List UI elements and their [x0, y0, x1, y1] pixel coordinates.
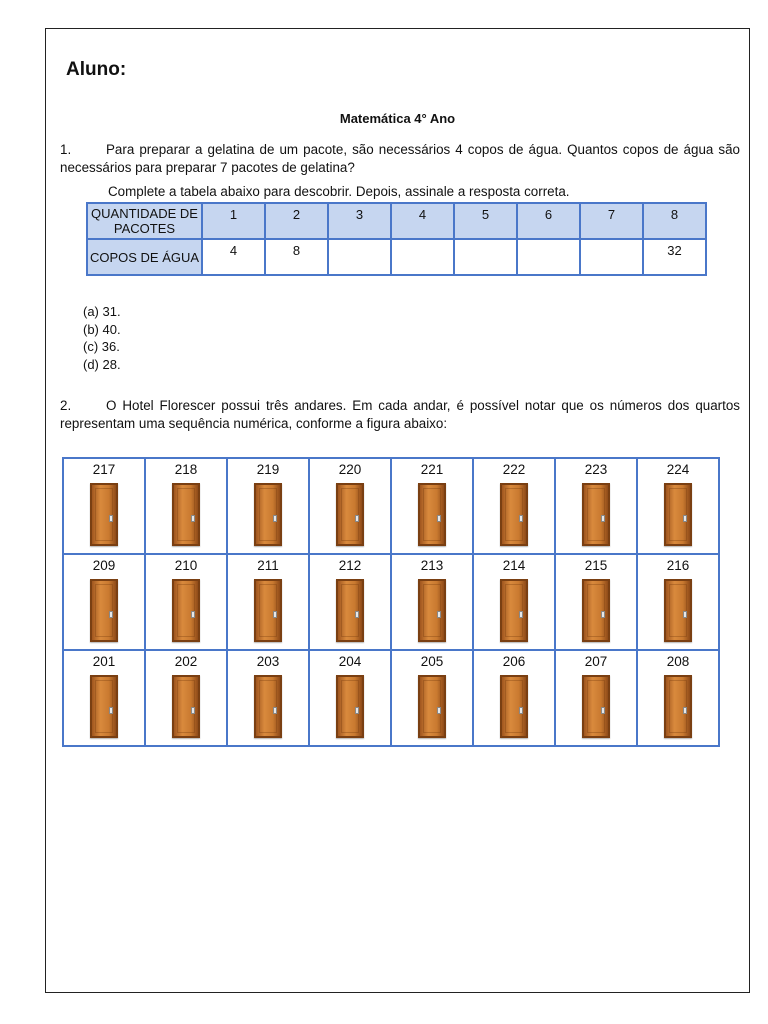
row-header-packets: QUANTIDADE DE PACOTES: [87, 203, 202, 239]
door-knob: [437, 707, 441, 714]
floor-row: [63, 458, 719, 554]
room-cell: [309, 650, 391, 746]
room-cell: [63, 458, 145, 554]
room-cell: [473, 554, 555, 650]
room-cell: [309, 458, 391, 554]
room-cell: [555, 650, 637, 746]
door-icon: [172, 579, 200, 642]
packets-cell: 8: [643, 203, 706, 239]
door-knob: [355, 707, 359, 714]
student-label: Aluno:: [66, 59, 127, 80]
door-icon: [664, 675, 692, 738]
door-icon: [664, 483, 692, 546]
door-icon: [336, 675, 364, 738]
door-icon: [500, 675, 528, 738]
room-cell: [145, 554, 227, 650]
door-knob: [109, 707, 113, 714]
room-number: 203: [256, 654, 280, 669]
room-cell: [227, 650, 309, 746]
door-knob: [601, 707, 605, 714]
room-cell: [473, 650, 555, 746]
door-icon: [90, 675, 118, 738]
door-knob: [273, 515, 277, 522]
question-2: [60, 397, 740, 433]
room-cell: [637, 458, 719, 554]
room-number: 213: [420, 558, 444, 573]
packets-cell: 7: [580, 203, 643, 239]
question-1: [60, 141, 740, 177]
packets-cell: 2: [265, 203, 328, 239]
question-2-text: O Hotel Florescer possui três andares. Em cada andar, é possível notar que os números dos quartos representam uma sequência numérica, conforme a figura abaixo:: [60, 398, 740, 431]
door-knob: [355, 515, 359, 522]
packets-cell: 5: [454, 203, 517, 239]
door-knob: [519, 611, 523, 618]
room-cell: [227, 458, 309, 554]
door-icon: [664, 579, 692, 642]
door-knob: [683, 611, 687, 618]
door-icon: [336, 579, 364, 642]
room-cell: [309, 554, 391, 650]
room-number: 210: [174, 558, 198, 573]
water-cell-blank[interactable]: [517, 239, 580, 275]
door-knob: [519, 707, 523, 714]
water-cell-blank[interactable]: [328, 239, 391, 275]
room-number: 211: [257, 558, 279, 573]
door-icon: [254, 579, 282, 642]
room-number: 220: [338, 462, 362, 477]
option-c[interactable]: (c) 36.: [83, 339, 120, 354]
room-number: 209: [92, 558, 116, 573]
room-cell: [391, 458, 473, 554]
room-number: 206: [502, 654, 526, 669]
door-knob: [437, 611, 441, 618]
room-number: 201: [92, 654, 116, 669]
option-d[interactable]: (d) 28.: [83, 356, 121, 372]
room-number: 218: [174, 462, 198, 477]
question-1-text: Para preparar a gelatina de um pacote, são necessários 4 copos de água. Quantos copos de água são necessários para preparar 7 pacotes de gelatina?: [60, 142, 740, 175]
door-knob: [109, 611, 113, 618]
door-knob: [601, 611, 605, 618]
door-icon: [500, 579, 528, 642]
room-cell: [145, 650, 227, 746]
room-number: 216: [666, 558, 690, 573]
door-knob: [355, 611, 359, 618]
room-cell: [637, 554, 719, 650]
packets-cell: 1: [202, 203, 265, 239]
room-cell: [473, 458, 555, 554]
water-cell-blank[interactable]: [580, 239, 643, 275]
door-icon: [582, 483, 610, 546]
door-knob: [519, 515, 523, 522]
room-number: 214: [502, 558, 526, 573]
door-icon: [500, 483, 528, 546]
room-number: 219: [256, 462, 280, 477]
room-number: 208: [666, 654, 690, 669]
door-icon: [336, 483, 364, 546]
question-2-number: 2.: [60, 398, 72, 413]
room-number: 215: [584, 558, 608, 573]
room-number: 202: [174, 654, 198, 669]
water-cell-blank[interactable]: [454, 239, 517, 275]
door-icon: [418, 675, 446, 738]
door-knob: [109, 515, 113, 522]
door-icon: [418, 483, 446, 546]
water-cell-blank[interactable]: [391, 239, 454, 275]
packets-cell: 3: [328, 203, 391, 239]
water-cell: 4: [202, 239, 265, 275]
room-cell: [555, 458, 637, 554]
door-knob: [273, 707, 277, 714]
table-row-packets: [87, 203, 706, 239]
room-number: 217: [92, 462, 116, 477]
room-number: 224: [666, 462, 690, 477]
door-knob: [437, 515, 441, 522]
door-knob: [683, 515, 687, 522]
door-icon: [582, 675, 610, 738]
table-row-water: [87, 239, 706, 275]
hotel-rooms-table: [62, 457, 720, 747]
door-knob: [191, 515, 195, 522]
door-icon: [582, 579, 610, 642]
room-number: 221: [420, 462, 444, 477]
packets-table: [86, 202, 707, 276]
room-cell: [637, 650, 719, 746]
row-header-water: COPOS DE ÁGUA: [87, 239, 202, 275]
option-b[interactable]: (b) 40.: [83, 321, 121, 337]
door-knob: [273, 611, 277, 618]
option-a[interactable]: (a) 31.: [83, 304, 121, 319]
room-cell: [555, 554, 637, 650]
door-icon: [254, 483, 282, 546]
room-number: 222: [502, 462, 526, 477]
door-icon: [172, 675, 200, 738]
room-cell: [63, 650, 145, 746]
answer-options: [83, 303, 121, 373]
door-icon: [90, 579, 118, 642]
door-icon: [254, 675, 282, 738]
door-icon: [418, 579, 446, 642]
question-1-number: 1.: [60, 142, 72, 157]
room-cell: [391, 650, 473, 746]
room-cell: [391, 554, 473, 650]
door-knob: [683, 707, 687, 714]
door-knob: [601, 515, 605, 522]
room-number: 207: [584, 654, 608, 669]
room-number: 204: [338, 654, 362, 669]
room-number: 212: [338, 558, 362, 573]
packets-cell: 6: [517, 203, 580, 239]
packets-cell: 4: [391, 203, 454, 239]
room-number: 205: [420, 654, 444, 669]
room-number: 223: [584, 462, 608, 477]
floor-row: [63, 554, 719, 650]
door-knob: [191, 611, 195, 618]
floor-row: [63, 650, 719, 746]
worksheet-page: [45, 28, 750, 993]
room-cell: [63, 554, 145, 650]
question-1-instruction: Complete a tabela abaixo para descobrir. Depois, assinale a resposta correta.: [108, 184, 570, 199]
door-icon: [172, 483, 200, 546]
document-title: Matemática 4° Ano: [339, 111, 456, 126]
room-cell: [227, 554, 309, 650]
door-knob: [191, 707, 195, 714]
water-cell: 8: [265, 239, 328, 275]
room-cell: [145, 458, 227, 554]
door-icon: [90, 483, 118, 546]
water-cell: 32: [643, 239, 706, 275]
